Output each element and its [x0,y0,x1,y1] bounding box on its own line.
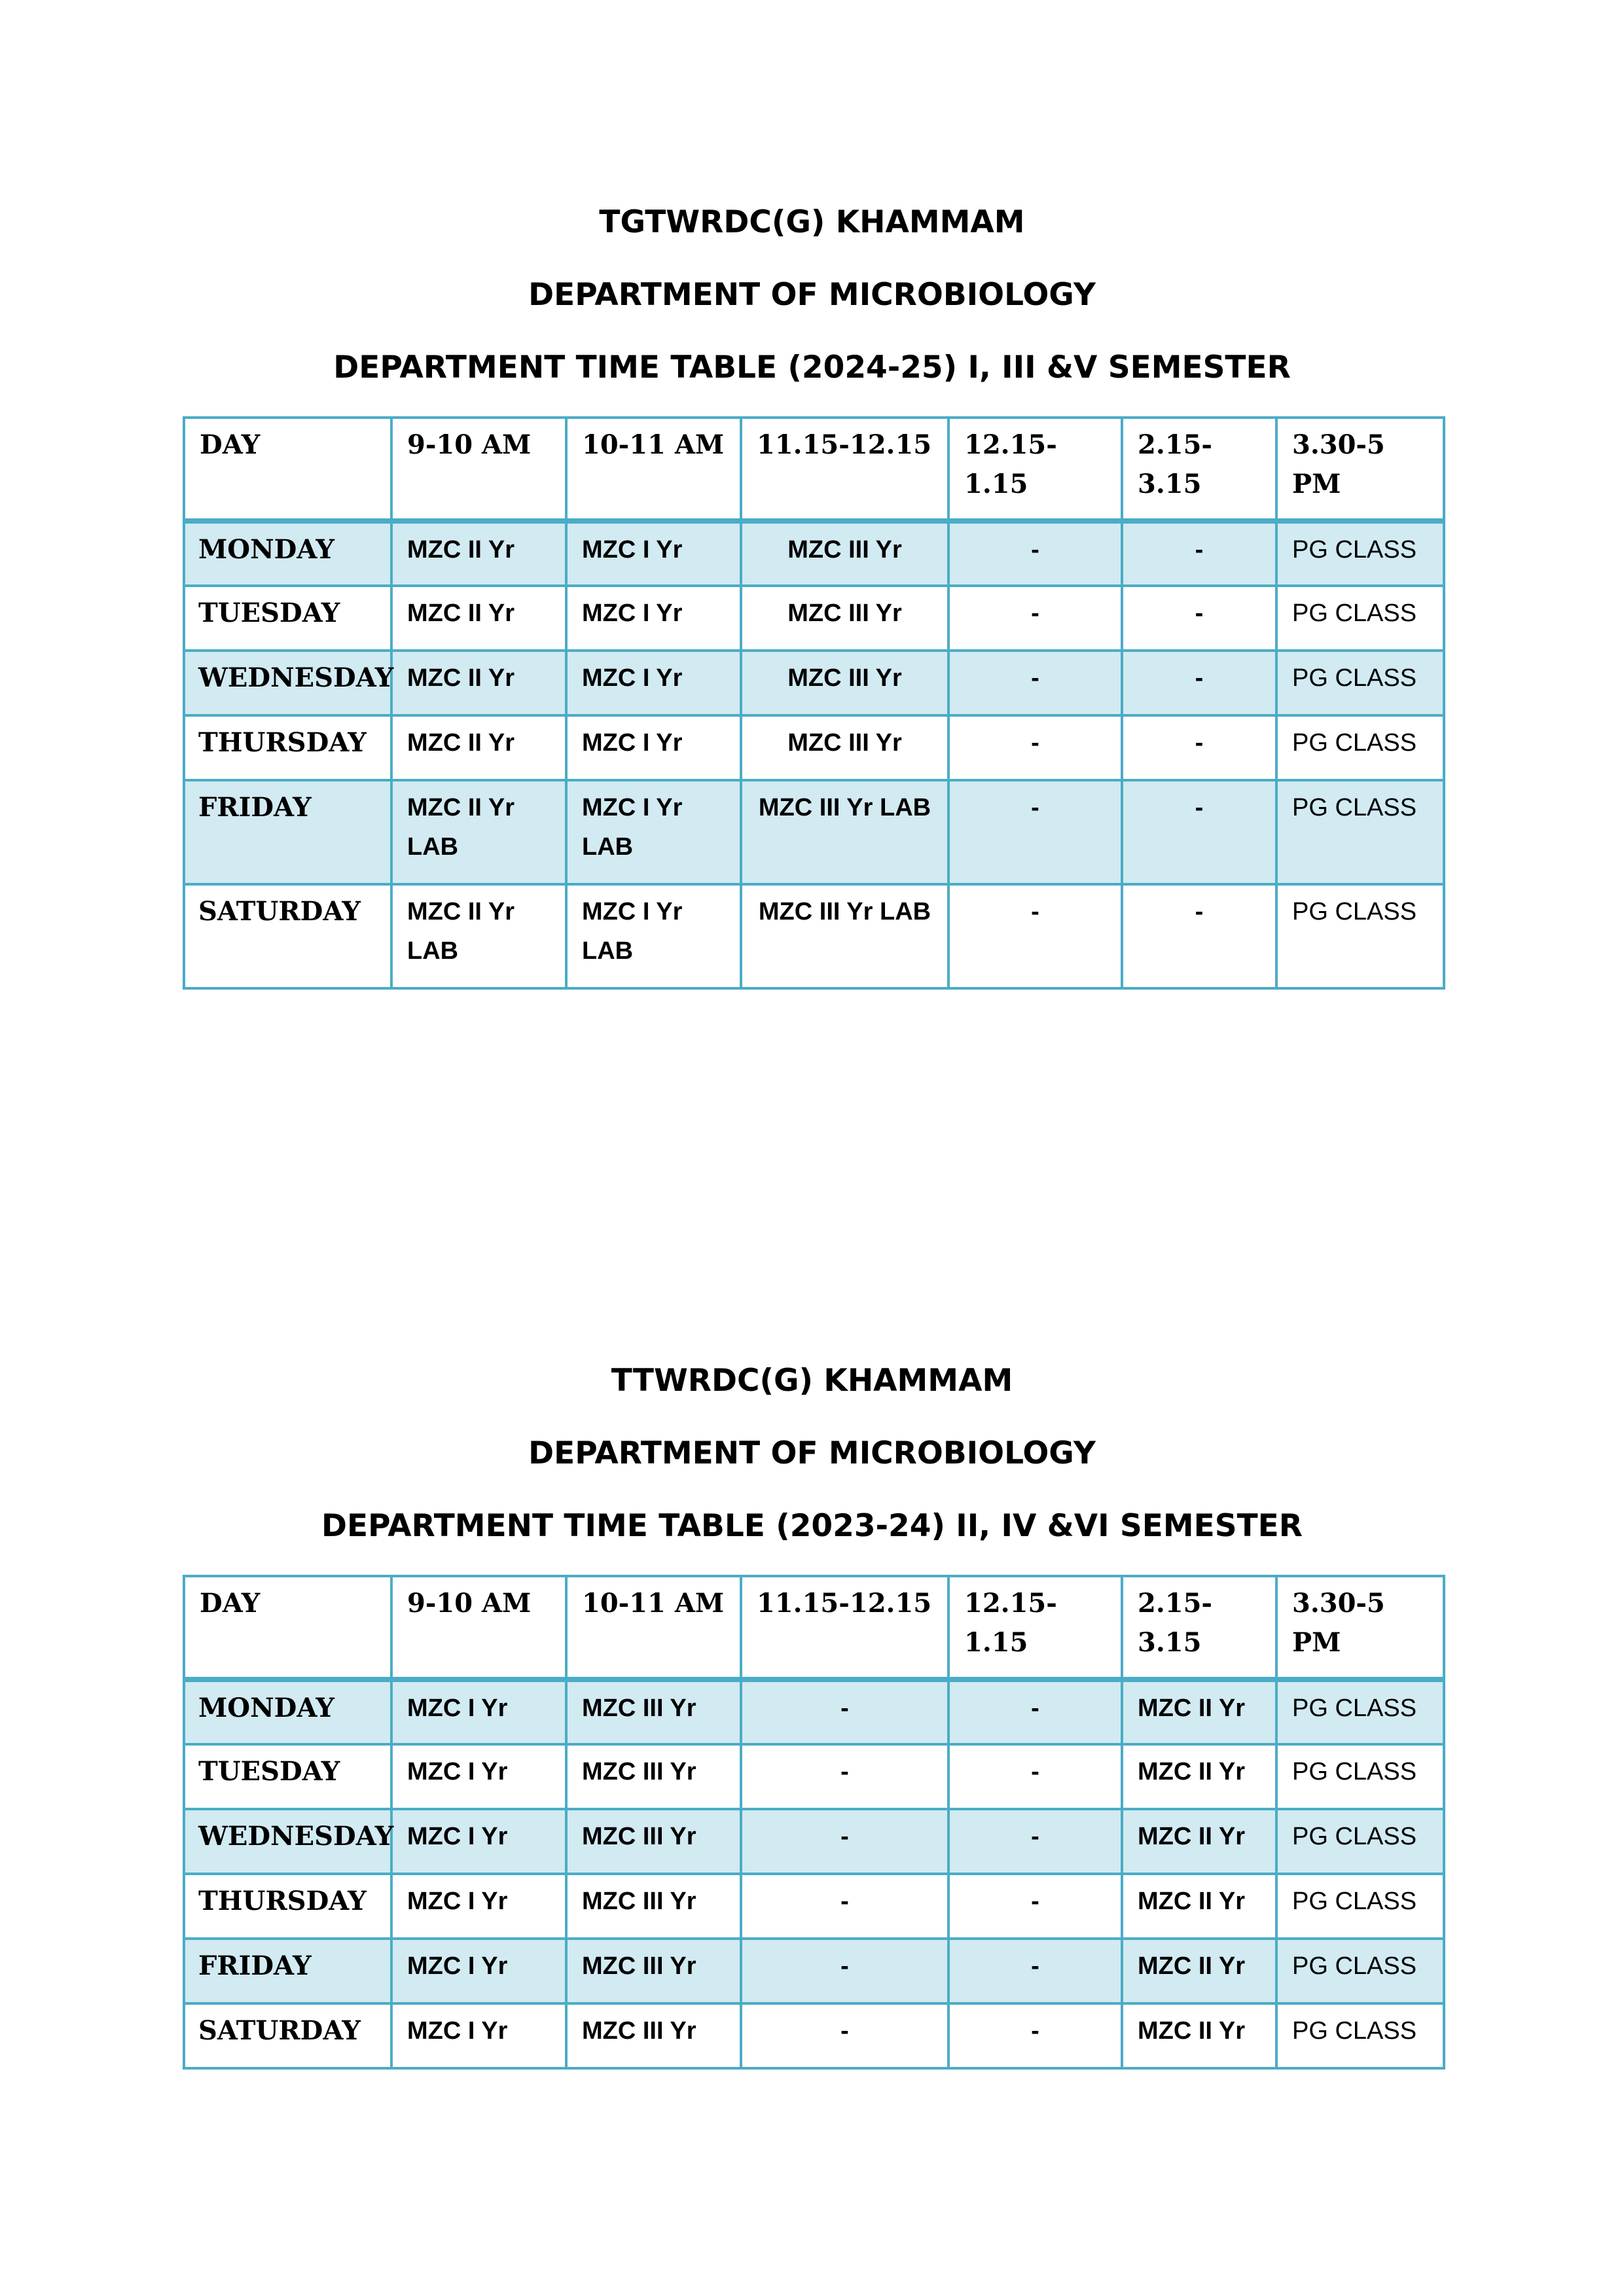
table-row [184,2003,1444,2068]
day-cell: MONDAY [184,1679,391,1744]
header-slot-1: 9-10 AM [391,418,566,521]
class-cell: PG CLASS [1276,1744,1444,1809]
class-cell: MZC III Yr [566,1744,741,1809]
class-cell: PG CLASS [1276,521,1444,586]
class-cell: PG CLASS [1276,1809,1444,1874]
class-cell: MZC III Yr [741,586,948,651]
class-cell: - [948,2003,1122,2068]
class-cell: PG CLASS [1276,780,1444,884]
class-cell: - [948,1744,1122,1809]
class-cell: MZC II Yr [1122,1679,1276,1744]
class-cell: MZC I Yr [391,1874,566,1939]
day-cell: TUESDAY [184,1744,391,1809]
class-cell: MZC II Yr LAB [391,884,566,988]
class-cell: - [741,1809,948,1874]
class-cell: MZC II Yr [1122,1809,1276,1874]
class-cell: - [948,1874,1122,1939]
class-cell: MZC III Yr LAB [741,780,948,884]
class-cell: PG CLASS [1276,884,1444,988]
class-cell: - [1122,884,1276,988]
header-slot-6: 3.30-5 PM [1276,1576,1444,1679]
table-row [184,715,1444,780]
day-cell: MONDAY [184,521,391,586]
class-cell: MZC I Yr [391,1809,566,1874]
class-cell: PG CLASS [1276,1874,1444,1939]
class-cell: - [741,1679,948,1744]
class-cell: PG CLASS [1276,1679,1444,1744]
college-title-1: TGTWRDC(G) KHAMMAM [599,204,1025,240]
day-cell: TUESDAY [184,586,391,651]
class-cell: MZC I Yr [391,2003,566,2068]
class-cell: MZC I Yr [566,521,741,586]
header-slot-3: 11.15-12.15 [741,418,948,521]
class-cell: MZC III Yr [566,1874,741,1939]
class-cell: MZC I Yr [391,1939,566,2003]
table-row [184,1939,1444,2003]
class-cell: MZC III Yr LAB [741,884,948,988]
class-cell: MZC I Yr LAB [566,780,741,884]
day-cell: WEDNESDAY [184,651,391,715]
day-cell: FRIDAY [184,780,391,884]
class-cell: MZC II Yr LAB [391,780,566,884]
header-slot-6: 3.30-5 PM [1276,418,1444,521]
class-cell: MZC I Yr [566,651,741,715]
class-cell: PG CLASS [1276,1939,1444,2003]
class-cell: MZC III Yr [566,1809,741,1874]
class-cell: MZC I Yr LAB [566,884,741,988]
class-cell: - [741,2003,948,2068]
class-cell: - [1122,715,1276,780]
table-row [184,1744,1444,1809]
header-slot-5: 2.15-3.15 [1122,418,1276,521]
class-cell: PG CLASS [1276,651,1444,715]
day-cell: WEDNESDAY [184,1809,391,1874]
class-cell: MZC II Yr [391,521,566,586]
class-cell: MZC II Yr [1122,1939,1276,2003]
table-header-row [184,1576,1444,1679]
class-cell: - [948,780,1122,884]
day-cell: THURSDAY [184,715,391,780]
timetable-title-2: DEPARTMENT TIME TABLE (2023-24) II, IV &VI SEMESTER [321,1508,1303,1544]
class-cell: MZC III Yr [741,521,948,586]
header-slot-4: 12.15-1.15 [948,1576,1122,1679]
class-cell: - [948,1679,1122,1744]
table-row [184,1679,1444,1744]
class-cell: - [948,715,1122,780]
class-cell: - [741,1874,948,1939]
day-cell: THURSDAY [184,1874,391,1939]
header-slot-4: 12.15-1.15 [948,418,1122,521]
class-cell: MZC I Yr [566,586,741,651]
table-header-row [184,418,1444,521]
class-cell: MZC I Yr [391,1744,566,1809]
timetable-title-1: DEPARTMENT TIME TABLE (2024-25) I, III &V SEMESTER [333,350,1291,386]
header-slot-5: 2.15-3.15 [1122,1576,1276,1679]
table-row [184,651,1444,715]
class-cell: - [948,586,1122,651]
table-row [184,884,1444,988]
department-title-2: DEPARTMENT OF MICROBIOLOGY [528,1435,1096,1471]
timetable-2 [183,1575,1445,2070]
header-slot-2: 10-11 AM [566,418,741,521]
class-cell: PG CLASS [1276,2003,1444,2068]
class-cell: - [948,521,1122,586]
table-row [184,521,1444,586]
day-cell: SATURDAY [184,2003,391,2068]
class-cell: - [1122,651,1276,715]
class-cell: - [948,651,1122,715]
class-cell: - [741,1939,948,2003]
class-cell: MZC III Yr [566,2003,741,2068]
class-cell: - [741,1744,948,1809]
class-cell: - [1122,586,1276,651]
department-title-1: DEPARTMENT OF MICROBIOLOGY [528,277,1096,313]
class-cell: MZC II Yr [391,586,566,651]
class-cell: - [1122,521,1276,586]
table-row [184,1874,1444,1939]
class-cell: PG CLASS [1276,586,1444,651]
class-cell: MZC II Yr [391,715,566,780]
header-day: DAY [184,1576,391,1679]
class-cell: - [1122,780,1276,884]
table-row [184,586,1444,651]
class-cell: MZC I Yr [566,715,741,780]
class-cell: MZC III Yr [741,651,948,715]
class-cell: MZC III Yr [566,1679,741,1744]
header-day: DAY [184,418,391,521]
class-cell: MZC I Yr [391,1679,566,1744]
class-cell: - [948,1939,1122,2003]
day-cell: FRIDAY [184,1939,391,2003]
class-cell: MZC II Yr [1122,2003,1276,2068]
class-cell: PG CLASS [1276,715,1444,780]
table-row [184,780,1444,884]
class-cell: MZC II Yr [1122,1874,1276,1939]
day-cell: SATURDAY [184,884,391,988]
class-cell: MZC II Yr [391,651,566,715]
header-slot-3: 11.15-12.15 [741,1576,948,1679]
class-cell: MZC III Yr [741,715,948,780]
class-cell: MZC III Yr [566,1939,741,2003]
class-cell: MZC II Yr [1122,1744,1276,1809]
class-cell: - [948,884,1122,988]
timetable-1 [183,416,1445,990]
college-title-2: TTWRDC(G) KHAMMAM [611,1363,1013,1399]
class-cell: - [948,1809,1122,1874]
header-slot-1: 9-10 AM [391,1576,566,1679]
table-row [184,1809,1444,1874]
header-slot-2: 10-11 AM [566,1576,741,1679]
